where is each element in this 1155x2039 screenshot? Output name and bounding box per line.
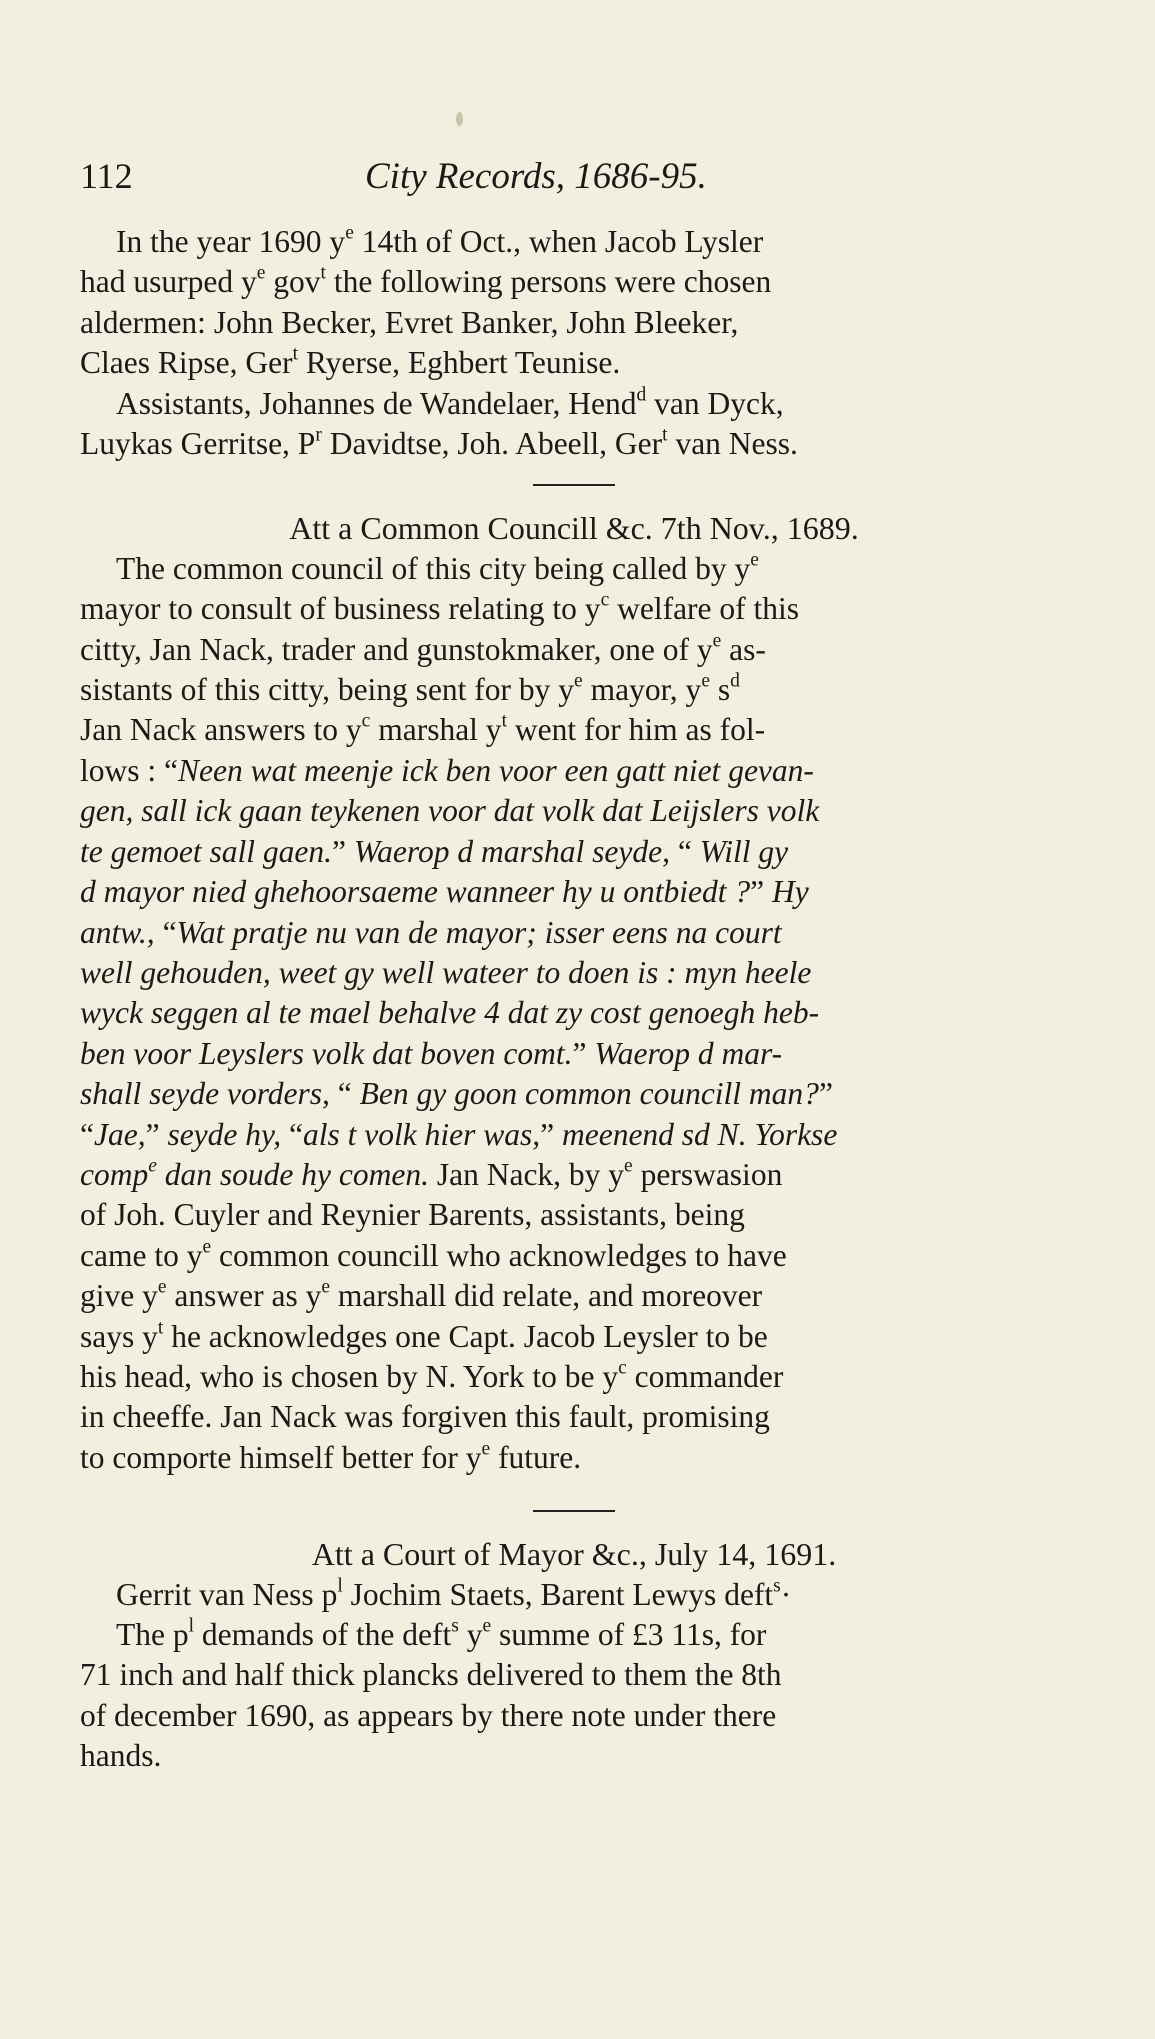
text-line: Luykas Gerritse, $P^r$ Davidtse, Joh. Abeell, Ger$^t$ van Ness. [80, 424, 798, 462]
text-line: to comporte himself better for $y^e$ future. [80, 1438, 582, 1475]
text-line: Gerrit van Ness $p^l$ Jochim Staets, Barent Lewys deft$^s$· [116, 1574, 792, 1612]
text-line: lows : “Neen wat meenje ick ben voor een gatt niet gevan- [80, 752, 814, 788]
text-line: in cheeffe. Jan Nack was forgiven this fault, promising [80, 1399, 770, 1435]
text-line: Assistants, Johannes de Wandelaer, Hend$^d$ van Dyck, [116, 383, 784, 421]
text-line: d mayor nied ghehoorsaeme wanneer hy u ontbiedt ?” Hy [80, 874, 809, 910]
text-line: The $p^l$ demands of the deft$^s$ $y^e$ summe of £3 11s, for [116, 1615, 767, 1652]
text-line: give $y^e$ answer as $y^e$ marshall did relate, and moreover [80, 1276, 763, 1314]
text-line: The common council of this city being called by $y^e$ [116, 549, 759, 586]
page-header [80, 155, 1080, 201]
page-body [80, 222, 1068, 1777]
text-line: mayor to consult of business relating to $y^c$ welfare of this [80, 589, 800, 627]
text-line: Jan Nack answers to $y^c$ marshal $y^t$ went for him as fol- [80, 710, 766, 748]
text-line: his head, who is chosen by N. York to be $y^c$ commander [80, 1357, 784, 1394]
text-line: shall seyde vorders, “ Ben gy goon common councill man?” [80, 1076, 833, 1112]
text-line: came to $y^e$ common councill who acknowledges to have [80, 1236, 787, 1273]
paragraph-aldermen [80, 222, 1068, 384]
text-line: citty, Jan Nack, trader and gunstokmaker, one of $y^e$ as- [80, 630, 766, 667]
section-heading: Att a Court of Mayor &c., July 14, 1691. [311, 1536, 837, 1573]
paragraph-court [80, 1575, 1068, 1777]
text-line: had usurped $y^e$ gov$^t$ the following persons were chosen [80, 262, 772, 300]
text-line: gen, sall ick gaan teykenen voor dat volk dat Leijslers volk [80, 793, 820, 829]
section-heading: Att a Common Councill &c. 7th Nov., 1689. [289, 510, 859, 547]
running-title: City Records, 1686-95. [365, 156, 707, 197]
text-line: In the year 1690 $y^e$ 14th of Oct., when Jacob Lysler [116, 222, 764, 259]
section-divider [533, 484, 615, 486]
text-line: aldermen: John Becker, Evret Banker, John Bleeker, [80, 304, 739, 340]
text-line: says $y^t$ he acknowledges one Capt. Jacob Leysler to be [80, 1316, 768, 1354]
paragraph-council [80, 549, 1068, 1478]
text-line: comp$^e$ dan soude hy comen. Jan Nack, by $y^e$ perswasion [80, 1155, 783, 1192]
text-line: wyck seggen al te mael behalve 4 dat zy cost genoegh heb- [80, 995, 820, 1031]
text-line: of december 1690, as appears by there note under there [80, 1697, 777, 1733]
text-line: “Jae,” seyde hy, “als t volk hier was,” meenend sd N. Yorkse [80, 1116, 838, 1152]
text-line: te gemoet sall gaen.” Waerop d marshal seyde, “ Will gy [80, 833, 789, 869]
text-line: of Joh. Cuyler and Reynier Barents, assistants, being [80, 1197, 745, 1233]
text-line: antw., “Wat pratje nu van de mayor; isser eens na court [80, 914, 782, 950]
text-line: well gehouden, weet gy well wateer to doen is : myn heele [80, 954, 812, 990]
text-line: sistants of this citty, being sent for by $y^e$ mayor, $y^e$ $s^d$ [80, 670, 740, 708]
text-line: hands. [80, 1738, 162, 1774]
page-blemish [456, 112, 463, 126]
section-divider [533, 1510, 615, 1512]
paragraph-assistants [80, 384, 1068, 465]
text-line: 71 inch and half thick plancks delivered to them the 8th [80, 1657, 782, 1693]
text-line: ben voor Leyslers volk dat boven comt.” Waerop d mar- [80, 1035, 783, 1071]
page-number: 112 [80, 156, 133, 196]
text-line: Claes Ripse, Ger$^t$ Ryerse, Eghbert Teunise. [80, 343, 621, 381]
